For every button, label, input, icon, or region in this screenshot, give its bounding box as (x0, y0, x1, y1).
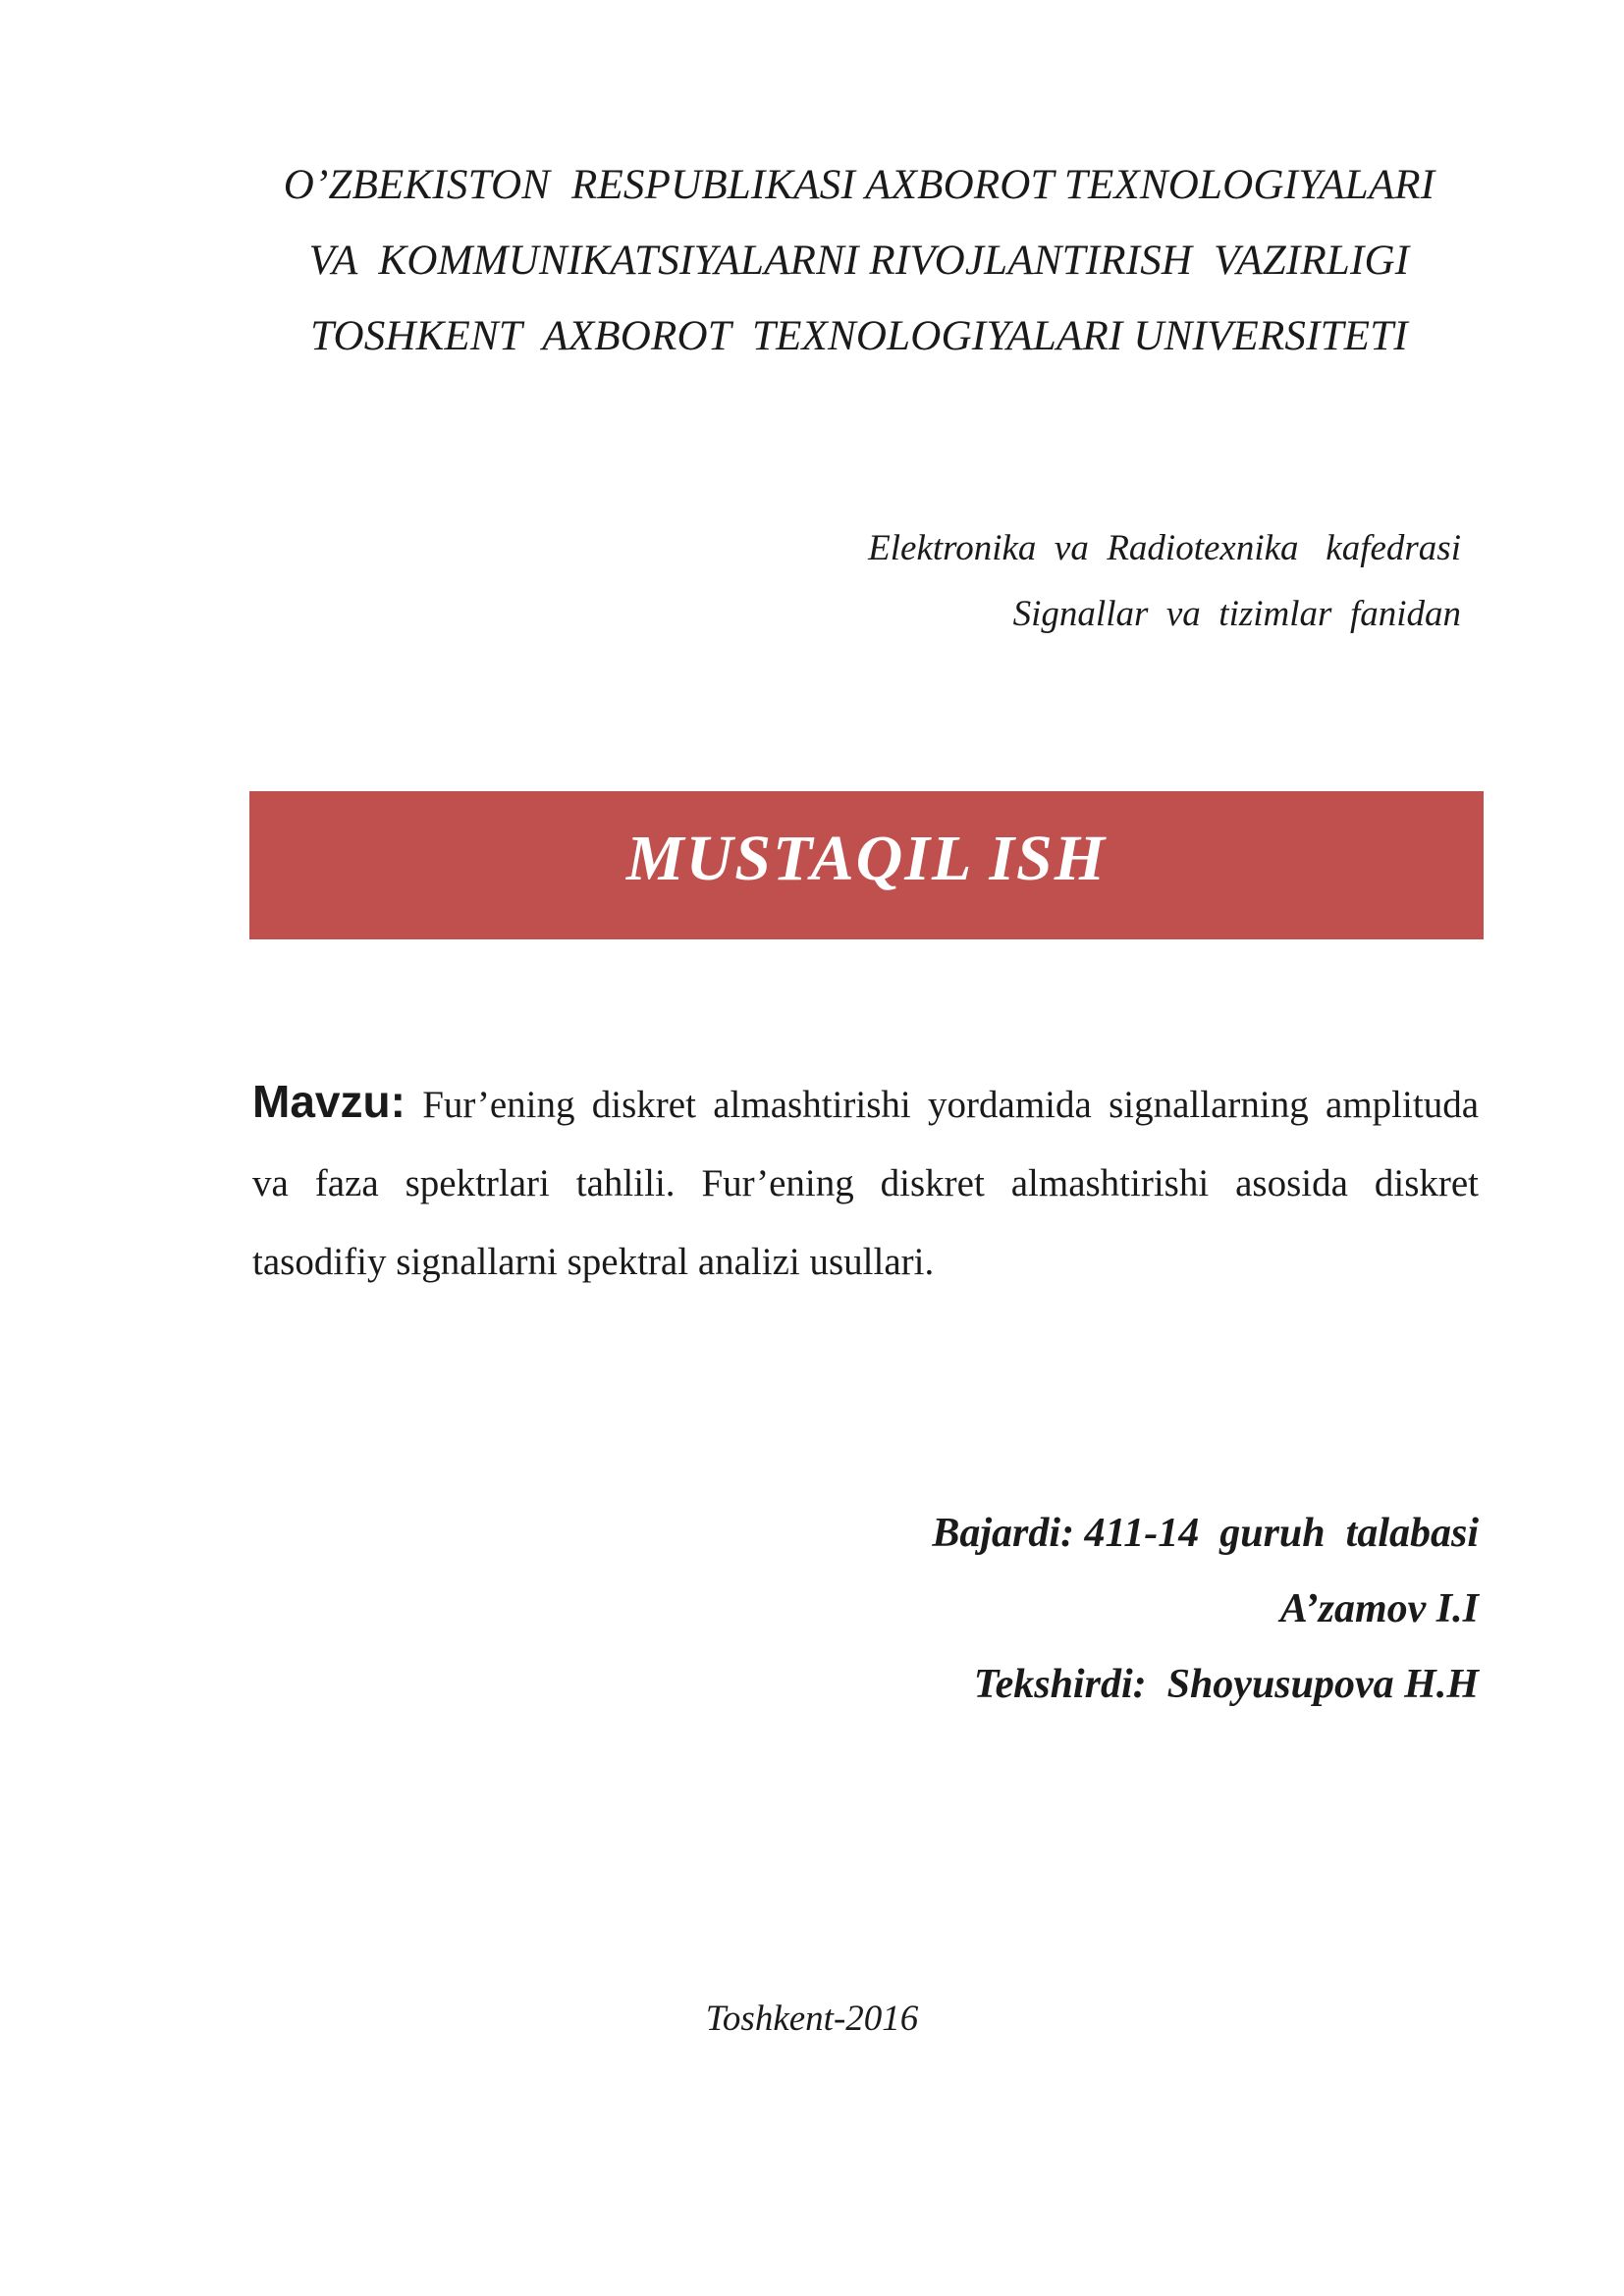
department-block (577, 515, 1461, 647)
title-banner (249, 791, 1484, 939)
topic-paragraph (252, 1062, 1479, 1302)
performed-by: Bajardi: 411-14 guruh talabasi (932, 1511, 1479, 1556)
header-line-ministry-1: O’ZBEKISTON RESPUBLIKASI AXBOROT TEXNOLOGIYALARI (283, 162, 1435, 208)
topic-text: Fur’ening diskret almashtirishi yordamida signallarning amplituda va faza spektrlari tahlili. Fur’ening diskret almashtirishi asosida diskret tasodifiy signallarni spektral analizi usullari. (252, 1084, 1479, 1283)
department-name: Elektronika va Radiotexnika kafedrasi (868, 528, 1461, 568)
institution-header (147, 147, 1571, 374)
student-name: A’zamov I.I (1279, 1586, 1479, 1631)
subject-name: Signallar va tizimlar fanidan (1012, 594, 1461, 634)
signoff-block (497, 1496, 1479, 1723)
document-title: MUSTAQIL ISH (625, 822, 1108, 894)
header-line-ministry-2: VA KOMMUNIKATSIYALARNI RIVOJLANTIRISH VAZIRLIGI (308, 238, 1410, 284)
checked-by: Tekshirdi: Shoyusupova H.H (973, 1662, 1479, 1707)
header-line-university: TOSHKENT AXBOROT TEXNOLOGIYALARI UNIVERSITETI (310, 313, 1408, 359)
footer-place-year: Toshkent-2016 (705, 1999, 919, 2039)
topic-label: Mavzu: (252, 1076, 406, 1127)
